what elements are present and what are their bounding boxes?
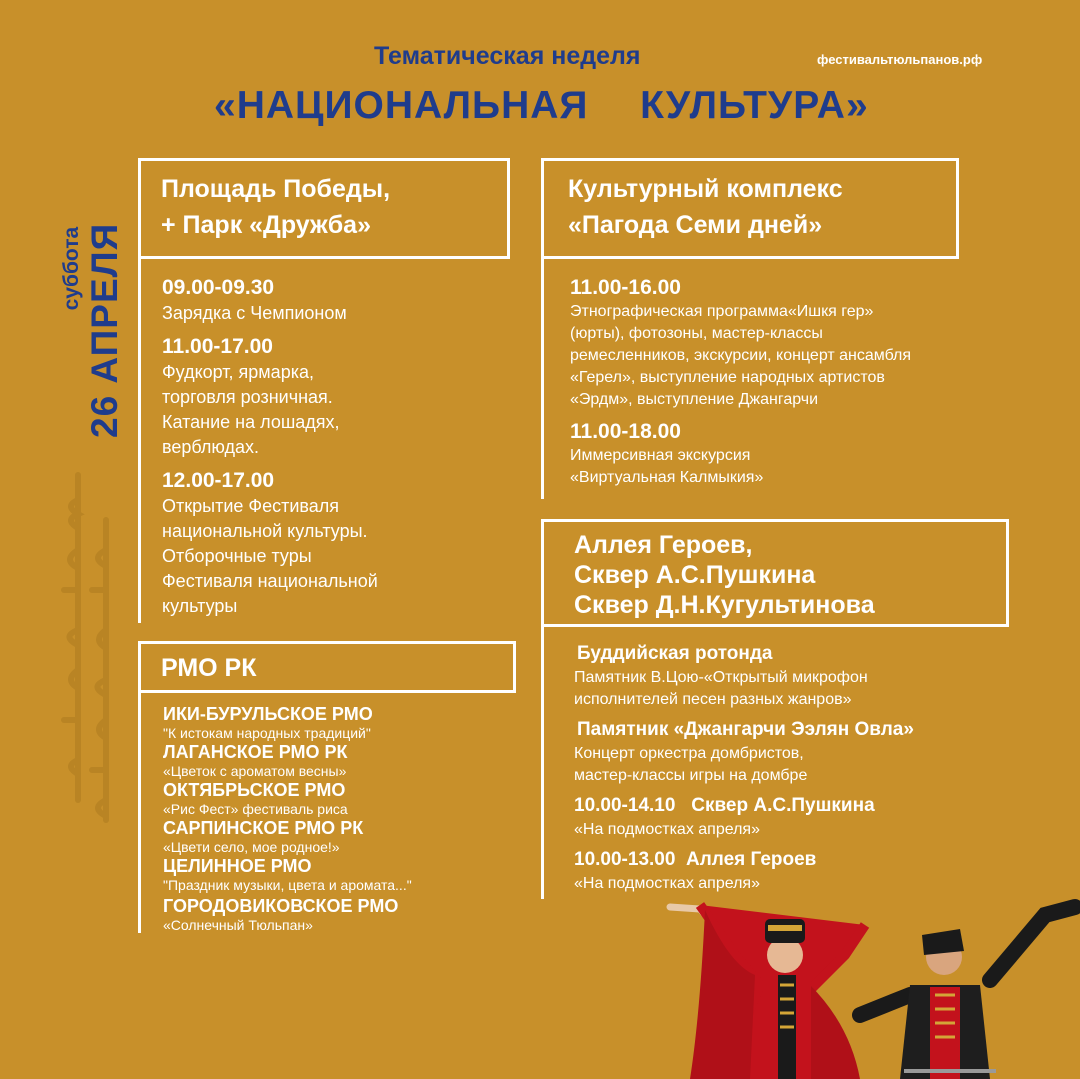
venue1-title-line: Площадь Победы, xyxy=(161,175,391,203)
site-url[interactable]: фестивальтюльпанов.рф xyxy=(817,52,983,67)
event-desc: национальной культуры. xyxy=(162,521,368,541)
weekday: суббота xyxy=(60,226,83,311)
header-subtitle: Тематическая неделя xyxy=(374,42,641,70)
male-dancer xyxy=(860,907,1075,1079)
rmo-title-box xyxy=(138,641,516,693)
event-desc: культуры xyxy=(162,596,238,616)
venue3-title-line: Аллея Героев, xyxy=(574,531,753,559)
event-desc: «На подмостках апреля» xyxy=(574,821,760,838)
rmo-title: РМО РК xyxy=(161,654,257,682)
venue3-divider xyxy=(541,627,544,899)
venue1-title-box xyxy=(138,158,510,259)
rmo-item-name: ГОРОДОВИКОВСКОЕ РМО xyxy=(163,896,399,916)
event-desc: верблюдах. xyxy=(162,437,260,457)
event-desc: Памятник В.Цою-«Открытый микрофон xyxy=(574,669,868,686)
event-desc: Фудкорт, ярмарка, xyxy=(162,362,314,382)
event-desc: «Эрдм», выступление Джангарчи xyxy=(570,391,819,408)
venue3-title-box xyxy=(541,519,1009,627)
venue2-events xyxy=(570,275,911,489)
venue3-title-line: Сквер Д.Н.Кугультинова xyxy=(574,591,875,619)
event-heading: Памятник «Джангарчи Ээлян Овла» xyxy=(577,719,914,740)
event-desc: ремесленников, экскурсии, концерт ансамбля xyxy=(570,347,912,364)
event-desc: Отборочные туры xyxy=(162,546,312,566)
rmo-item-name: ЦЕЛИННОЕ РМО xyxy=(163,856,312,876)
event-desc: «На подмостках апреля» xyxy=(574,875,760,892)
venue2-title-line: «Пагода Семи дней» xyxy=(568,211,823,239)
rmo-item-sub: «Цвети село, мое родное!» xyxy=(163,839,340,855)
event-time: 11.00-17.00 xyxy=(162,335,273,358)
event-heading: Буддийская ротонда xyxy=(577,643,773,664)
event-desc: исполнителей песен разных жанров» xyxy=(574,691,852,708)
venue1-title-line: + Парк «Дружба» xyxy=(161,211,371,239)
event-time: 11.00-16.00 xyxy=(570,276,681,299)
venue3-title-line: Сквер А.С.Пушкина xyxy=(574,561,816,589)
event-time: 09.00-09.30 xyxy=(162,276,275,299)
rmo-item-sub: "К истокам народных традиций" xyxy=(163,725,371,741)
rmo-item-name: ОКТЯБРЬСКОЕ РМО xyxy=(163,780,346,800)
event-desc: мастер-классы игры на домбре xyxy=(574,767,808,784)
page-title: «НАЦИОНАЛЬНАЯ КУЛЬТУРА» xyxy=(214,84,869,127)
mongolian-script-decoration xyxy=(56,470,126,830)
venue1-divider xyxy=(138,259,141,623)
venue1-events xyxy=(162,275,378,619)
event-desc: Фестиваля национальной xyxy=(162,571,378,591)
event-desc: Иммерсивная экскурсия xyxy=(570,447,751,464)
event-desc: (юрты), фотозоны, мастер-классы xyxy=(570,325,823,342)
rmo-divider xyxy=(138,693,141,933)
venue2-title-box xyxy=(541,158,959,259)
event-heading: 10.00-14.10 Сквер А.С.Пушкина xyxy=(574,795,875,816)
event-desc: Концерт оркестра домбристов, xyxy=(574,745,804,762)
event-desc: Катание на лошадях, xyxy=(162,412,340,432)
dancers-illustration xyxy=(660,895,1080,1079)
venue2-divider xyxy=(541,259,544,499)
venue3-events xyxy=(574,641,914,895)
event-desc: Зарядка с Чемпионом xyxy=(162,303,347,323)
venue2-title-line: Культурный комплекс xyxy=(568,175,843,203)
rmo-item-name: ЛАГАНСКОЕ РМО РК xyxy=(163,742,348,762)
rmo-item-name: ИКИ-БУРУЛЬСКОЕ РМО xyxy=(163,704,373,724)
event-desc: Этнографическая программа«Ишкя гер» xyxy=(570,303,874,320)
rmo-item-sub: "Праздник музыки, цвета и аромата..." xyxy=(163,877,412,893)
event-heading: 10.00-13.00 Аллея Героев xyxy=(574,849,817,870)
rmo-item-sub: «Цветок с ароматом весны» xyxy=(163,763,347,779)
event-desc: «Виртуальная Калмыкия» xyxy=(570,469,764,486)
event-time: 11.00-18.00 xyxy=(570,420,681,443)
rmo-item-name: САРПИНСКОЕ РМО РК xyxy=(163,818,364,838)
rmo-item-sub: «Солнечный Тюльпан» xyxy=(163,917,313,933)
rmo-list xyxy=(163,703,412,933)
event-desc: Открытие Фестиваля xyxy=(162,496,339,516)
event-desc: торговля розничная. xyxy=(162,387,333,407)
rmo-item-sub: «Рис Фест» фестиваль риса xyxy=(163,801,348,817)
event-desc: «Герел», выступление народных артистов xyxy=(570,369,885,386)
event-time: 12.00-17.00 xyxy=(162,469,275,492)
date-main: 26 АПРЕЛЯ xyxy=(84,222,125,438)
female-dancer xyxy=(670,905,865,1079)
